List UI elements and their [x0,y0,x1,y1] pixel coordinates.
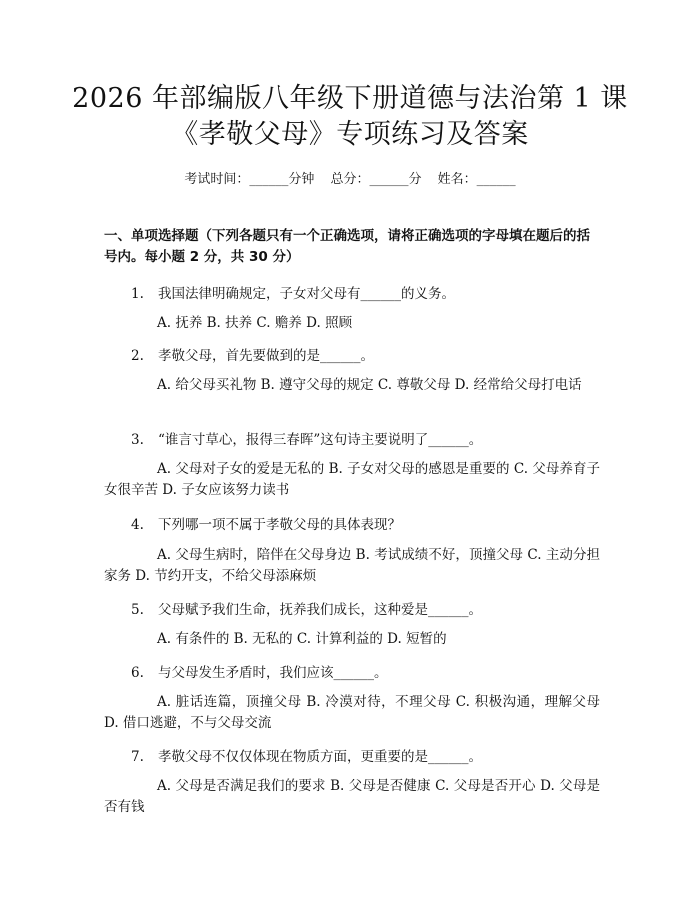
exam-time: 考试时间：______分钟 [184,172,315,187]
question-stem: 孝敬父母，首先要做到的是______。 [158,348,374,364]
question-number: 4. [131,517,144,533]
question-4 [131,513,401,533]
document-title-line1: 2026 年部编版八年级下册道德与法治第 1 课 [72,83,628,114]
question-number: 6. [131,665,144,681]
question-1 [131,282,455,302]
exam-info [0,168,700,187]
exam-name: 姓名：______ [437,172,516,187]
question-2-options: A. 给父母买礼物 B. 遵守父母的规定 C. 尊敬父母 D. 经常给父母打电话 [157,377,582,393]
question-3 [131,428,482,448]
question-5 [131,598,482,618]
question-number: 5. [131,602,144,618]
question-7 [131,745,482,765]
question-3-options: A. 父母对子女的爱是无私的 B. 子女对父母的感恩是重要的 C. 父母养育子女很辛苦 D. 子女应该努力读书 [104,461,600,498]
question-number: 3. [131,432,144,448]
question-stem: 下列哪一项不属于孝敬父母的具体表现？ [158,517,401,533]
question-6 [131,661,388,681]
question-7-options: A. 父母是否满足我们的要求 B. 父母是否健康 C. 父母是否开心 D. 父母是否有钱 [104,778,600,815]
question-stem: 孝敬父母不仅仅体现在物质方面，更重要的是______。 [158,749,482,765]
question-stem: 我国法律明确规定，子女对父母有______的义务。 [158,286,455,302]
question-number: 2. [131,348,144,364]
question-number: 7. [131,749,144,765]
question-2 [131,344,374,364]
exam-score: 总分：______分 [330,172,422,187]
question-stem: “谁言寸草心，报得三春晖”这句诗主要说明了______。 [158,432,483,448]
question-stem: 与父母发生矛盾时，我们应该______。 [158,665,388,681]
question-1-options: A. 抚养 B. 扶养 C. 赡养 D. 照顾 [157,315,353,331]
question-4-options: A. 父母生病时，陪伴在父母身边 B. 考试成绩不好，顶撞父母 C. 主动分担家务 D. 节约开支，不给父母添麻烦 [104,547,600,584]
document-title-line2: 《孝敬父母》专项练习及答案 [171,119,529,150]
question-number: 1. [131,286,144,302]
section-heading: 一、单项选择题（下列各题只有一个正确选项，请将正确选项的字母填在题后的括号内。每小题 2 分，共 30 分） [104,228,590,265]
question-5-options: A. 有条件的 B. 无私的 C. 计算利益的 D. 短暂的 [157,631,447,647]
question-6-options: A. 脏话连篇，顶撞父母 B. 冷漠对待，不理父母 C. 积极沟通，理解父母 D. 借口逃避，不与父母交流 [104,694,600,731]
question-stem: 父母赋予我们生命，抚养我们成长，这种爱是______。 [158,602,482,618]
